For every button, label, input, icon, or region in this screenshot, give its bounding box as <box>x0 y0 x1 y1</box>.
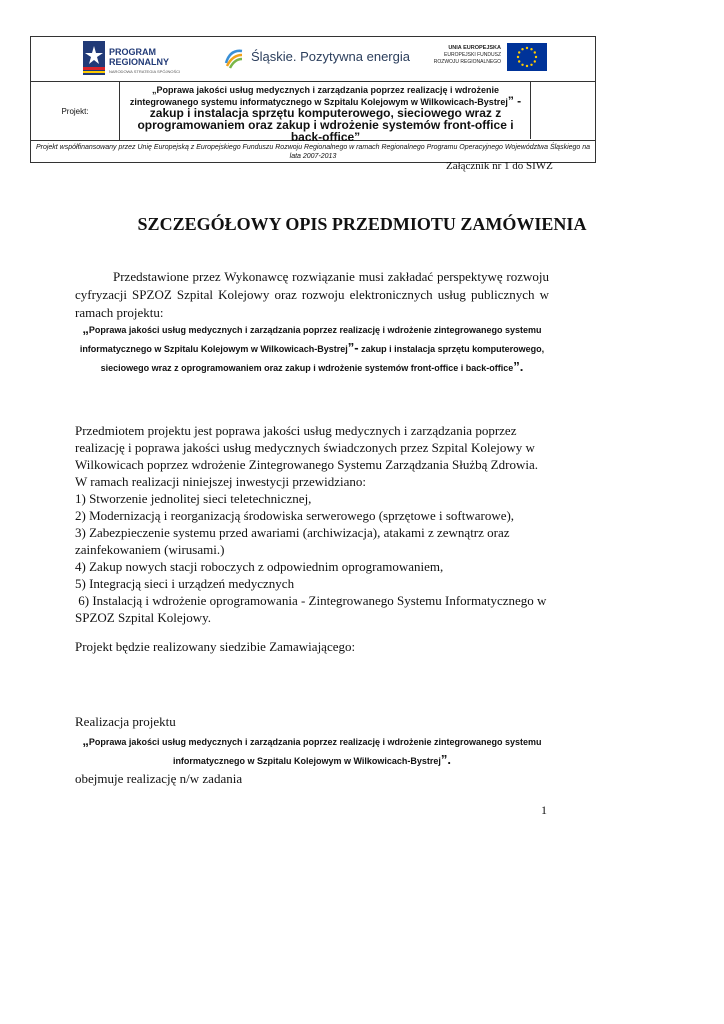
project-title-part2: ” - zakup i instalacja sprzętu komputerowego, sieciowego wraz z oprogramowaniem oraz zakup i wdrożenie systemów front-office i back-office <box>137 94 522 144</box>
slaskie-logo <box>223 47 413 73</box>
eu-logo-text <box>431 45 501 66</box>
logo-row <box>31 37 595 82</box>
slaskie-swirl-icon <box>223 47 245 69</box>
quote2-text: Poprawa jakości usług medycznych i zarządzania poprzez realizację i wdrożenie zintegrowanego systemu informatycznego w Szpitalu Kolejowym w Wilkowicach-Bystrej <box>88 737 542 766</box>
program-regionalny-logo <box>83 41 203 77</box>
program-star-icon <box>83 41 105 75</box>
cofinance-text: Projekt współfinansowany przez Unię Europejską z Europejskiego Funduszu Rozwoju Regionalnego w ramach Regionalnego Programu Operacyjnego Województwa Śląskiego na lata 2007-2013 <box>35 144 591 160</box>
annex-label: Załącznik nr 1 do SIWZ <box>446 160 553 172</box>
list-item: 4) Zakup nowych stacji roboczych z odpowiednim oprogramowaniem, <box>75 559 444 574</box>
list-item: 6) Instalacją i wdrożenie oprogramowania - Zintegrowanego Systemu Informatycznego w SPZOZ Szpital Kolejowy. <box>75 593 550 625</box>
header-table <box>30 36 596 163</box>
document-title: SZCZEGÓŁOWY OPIS PRZEDMIOTU ZAMÓWIENIA <box>137 214 587 234</box>
project-row <box>31 82 595 144</box>
location-text: Projekt będzie realizowany siedzibie Zamawiającego: <box>75 639 356 654</box>
eu-logo <box>431 43 577 75</box>
quote1-mid: ”- <box>347 340 359 355</box>
quote1-open: „ <box>82 321 89 336</box>
program-line1: PROGRAM <box>109 47 156 57</box>
quote1-close: ”. <box>513 359 524 374</box>
quote2-close: ”. <box>440 752 452 767</box>
list-item: 3) Zabezpieczenie systemu przed awariami (archiwizacja), atakami z zewnątrz oraz zainfekowaniem (wirusami.) <box>75 525 510 557</box>
subject-section <box>75 422 549 626</box>
project-quote-1 <box>72 320 552 377</box>
cofinance-row <box>31 141 595 162</box>
list-item: 2) Modernizacją i reorganizacją środowiska serwerowego (sprzętowe i softwarowe), <box>75 508 515 523</box>
project-title-close: ” <box>354 130 361 144</box>
eu-line2: EUROPEJSKI FUNDUSZ <box>444 52 501 58</box>
project-label: Projekt: <box>31 82 120 140</box>
program-line2: REGIONALNY <box>109 57 170 67</box>
project-title <box>121 82 531 144</box>
quote1-part1: Poprawa jakości usług medycznych i zarządzania poprzez realizację i wdrożenie zintegrowanego systemu informatycznego w Szpitalu Kolejowym w Wilkowicach-Bystrej <box>79 325 542 354</box>
intro-paragraph: Przedstawione przez Wykonawcę rozwiązanie musi zakładać perspektywę rozwoju cyfryzacji SPZOZ Szpital Kolejowy oraz rozwoju elektronicznych usług publicznych w ramach projektu: <box>75 269 549 320</box>
slaskie-text: Śląskie. Pozytywna energia <box>251 49 410 64</box>
quote1-part2: zakup i instalacja sprzętu komputerowego, sieciowego wraz z oprogramowaniem oraz zakup i wdrożenie systemów front-office i back-office <box>100 344 545 373</box>
list-item: 1) Stworzenie jednolitej sieci teletechnicznej, <box>75 491 312 506</box>
includes-text: obejmuje realizację n/w zadania <box>75 771 243 786</box>
eu-line1: UNIA EUROPEJSKA <box>448 45 501 51</box>
subject-intro: Przedmiotem projektu jest poprawa jakości usług medycznych i zarządzania poprzez realizację i poprawa jakości usług medycznych świadczonych przez Szpital Kolejowy w Wilkowicach poprzez wdrożenie Zintegrowanego Systemu Zarządzania Służbą Zdrowia. W ramach realizacji niniejszej inwestycji przewidziano: <box>75 423 538 489</box>
project-title-part1: „Poprawa jakości usług medycznych i zarządzania poprzez realizację i wdrożenie zintegrowanego systemu informatycznego w Szpitalu Kolejowym w Wilkowicach-Bystrej <box>129 85 508 107</box>
realization-heading: Realizacja projektu <box>75 714 176 729</box>
list-item: 5) Integracją sieci i urządzeń medycznych <box>75 576 295 591</box>
program-sub: NARODOWA STRATEGIA SPÓJNOŚCI <box>109 69 181 74</box>
page-number: 1 <box>541 803 547 817</box>
project-quote-2 <box>72 732 552 770</box>
quote2-open: „ <box>82 733 89 748</box>
program-logo-text <box>109 47 169 67</box>
eu-line3: ROZWOJU REGIONALNEGO <box>433 59 501 65</box>
eu-flag-icon <box>507 43 547 71</box>
